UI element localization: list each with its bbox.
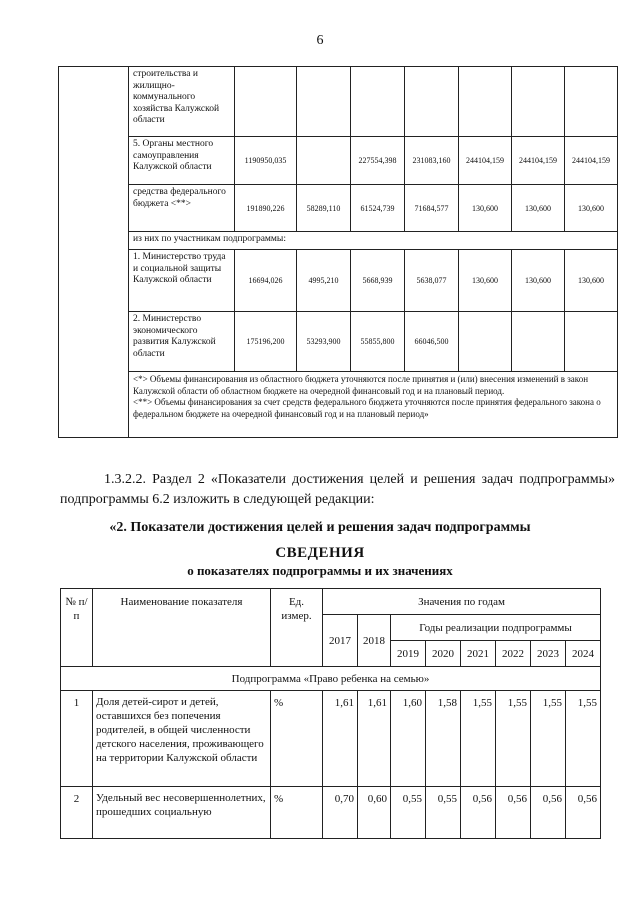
table-row <box>59 137 618 185</box>
name-header: Наименование показателя <box>93 589 271 667</box>
table-row <box>59 232 618 250</box>
value-cell: 130,600 <box>512 185 565 232</box>
svedeniya-subtitle: о показателях подпрограммы и их значениях <box>187 563 453 578</box>
row-name: 1. Министерство труда и социальной защиты Калужской области <box>129 250 235 312</box>
year-2017: 2017 <box>323 615 358 667</box>
value-cell: 5638,077 <box>405 250 459 312</box>
value-cell: 1,55 <box>566 691 601 787</box>
value-cell <box>351 67 405 137</box>
value-cell: 0,60 <box>358 787 391 839</box>
year-2022: 2022 <box>496 641 531 667</box>
value-cell: 0,56 <box>566 787 601 839</box>
indicator-name: Доля детей-сирот и детей, оставшихся без попечения родителей, в общей численности детского населения, проживающего на территории Калужской области <box>93 691 271 787</box>
footnote-1: <*> Объемы финансирования из областного бюджета уточняются после принятия и (или) внесения изменений в закон Калужской области об областном бюджете на очередной финансовый год и на плановый период. <box>133 374 589 396</box>
year-2019: 2019 <box>391 641 426 667</box>
participants-subheader: из них по участникам подпрограммы: <box>129 232 618 250</box>
row-name: 5. Органы местного самоуправления Калужской области <box>129 137 235 185</box>
subprogram-row <box>61 667 601 691</box>
value-cell: 130,600 <box>459 250 512 312</box>
value-cell <box>459 312 512 372</box>
value-cell: 130,600 <box>565 185 618 232</box>
indicator-name: Удельный вес несовершеннолетних, прошедших социальную <box>93 787 271 839</box>
value-cell: 0,70 <box>323 787 358 839</box>
year-2021: 2021 <box>461 641 496 667</box>
table-row <box>59 372 618 438</box>
num-header: № п/п <box>61 589 93 667</box>
values-by-year-header: Значения по годам <box>323 589 601 615</box>
footnote-2: <**> Объемы финансирования за счет средств федерального бюджета уточняются после принятия федерального закона о федеральном бюджете на очередной финансовый год и на плановый период» <box>133 397 601 419</box>
row-number: 1 <box>61 691 93 787</box>
value-cell: 231083,160 <box>405 137 459 185</box>
value-cell: 1,55 <box>461 691 496 787</box>
value-cell: 0,56 <box>461 787 496 839</box>
footnotes-cell <box>129 372 618 438</box>
value-cell: 71684,577 <box>405 185 459 232</box>
value-cell: 244104,159 <box>512 137 565 185</box>
value-cell: 61524,739 <box>351 185 405 232</box>
value-cell <box>297 67 351 137</box>
value-cell <box>405 67 459 137</box>
value-cell: 244104,159 <box>565 137 618 185</box>
section-title: «2. Показатели достижения целей и решения задач подпрограммы <box>109 520 531 535</box>
header-row <box>61 589 601 615</box>
year-2018: 2018 <box>358 615 391 667</box>
value-cell: 1,55 <box>531 691 566 787</box>
value-cell: 1,61 <box>323 691 358 787</box>
value-cell: 1,60 <box>391 691 426 787</box>
value-cell <box>235 67 297 137</box>
value-cell <box>459 67 512 137</box>
year-2020: 2020 <box>426 641 461 667</box>
row-name: строительства и жилищно-коммунального хозяйства Калужской области <box>129 67 235 137</box>
value-cell: 227554,398 <box>351 137 405 185</box>
value-cell: 4995,210 <box>297 250 351 312</box>
table-row <box>61 691 601 787</box>
table-row <box>59 67 618 137</box>
value-cell: 0,55 <box>426 787 461 839</box>
row-name: средства федерального бюджета <**> <box>129 185 235 232</box>
table-row <box>59 312 618 372</box>
year-2023: 2023 <box>531 641 566 667</box>
value-cell <box>565 67 618 137</box>
value-cell: 53293,900 <box>297 312 351 372</box>
value-cell: 1,55 <box>496 691 531 787</box>
value-cell: 130,600 <box>459 185 512 232</box>
value-cell: 191890,226 <box>235 185 297 232</box>
row-number: 2 <box>61 787 93 839</box>
value-cell <box>512 67 565 137</box>
svedeniya-title: СВЕДЕНИЯ <box>275 545 365 561</box>
subprogram-title: Подпрограмма «Право ребенка на семью» <box>61 667 601 691</box>
value-cell: 0,55 <box>391 787 426 839</box>
year-2024: 2024 <box>566 641 601 667</box>
value-cell: 175196,200 <box>235 312 297 372</box>
value-cell: 0,56 <box>496 787 531 839</box>
value-cell: 0,56 <box>531 787 566 839</box>
value-cell: 1190950,035 <box>235 137 297 185</box>
value-cell: 66046,500 <box>405 312 459 372</box>
unit-header: Ед. измер. <box>271 589 323 667</box>
value-cell <box>512 312 565 372</box>
page-number: 6 <box>316 33 324 48</box>
indicator-unit: % <box>271 787 323 839</box>
table-row <box>59 185 618 232</box>
financing-table <box>58 66 618 438</box>
value-cell: 5668,939 <box>351 250 405 312</box>
value-cell: 1,61 <box>358 691 391 787</box>
value-cell <box>565 312 618 372</box>
indicators-table <box>60 588 601 839</box>
value-cell: 130,600 <box>565 250 618 312</box>
value-cell <box>297 137 351 185</box>
value-cell: 244104,159 <box>459 137 512 185</box>
implementation-years-header: Годы реализации подпрограммы <box>391 615 601 641</box>
amendment-paragraph: 1.3.2.2. Раздел 2 «Показатели достижения целей и решения задач подпрограммы» подпрограммы 6.2 изложить в следующей редакции: <box>60 472 615 507</box>
value-cell: 16694,026 <box>235 250 297 312</box>
indicator-unit: % <box>271 691 323 787</box>
value-cell: 55855,800 <box>351 312 405 372</box>
value-cell: 58289,110 <box>297 185 351 232</box>
table-row <box>59 250 618 312</box>
table-row <box>61 787 601 839</box>
empty-cell <box>59 67 129 438</box>
value-cell: 1,58 <box>426 691 461 787</box>
row-name: 2. Министерство экономического развития Калужской области <box>129 312 235 372</box>
value-cell: 130,600 <box>512 250 565 312</box>
